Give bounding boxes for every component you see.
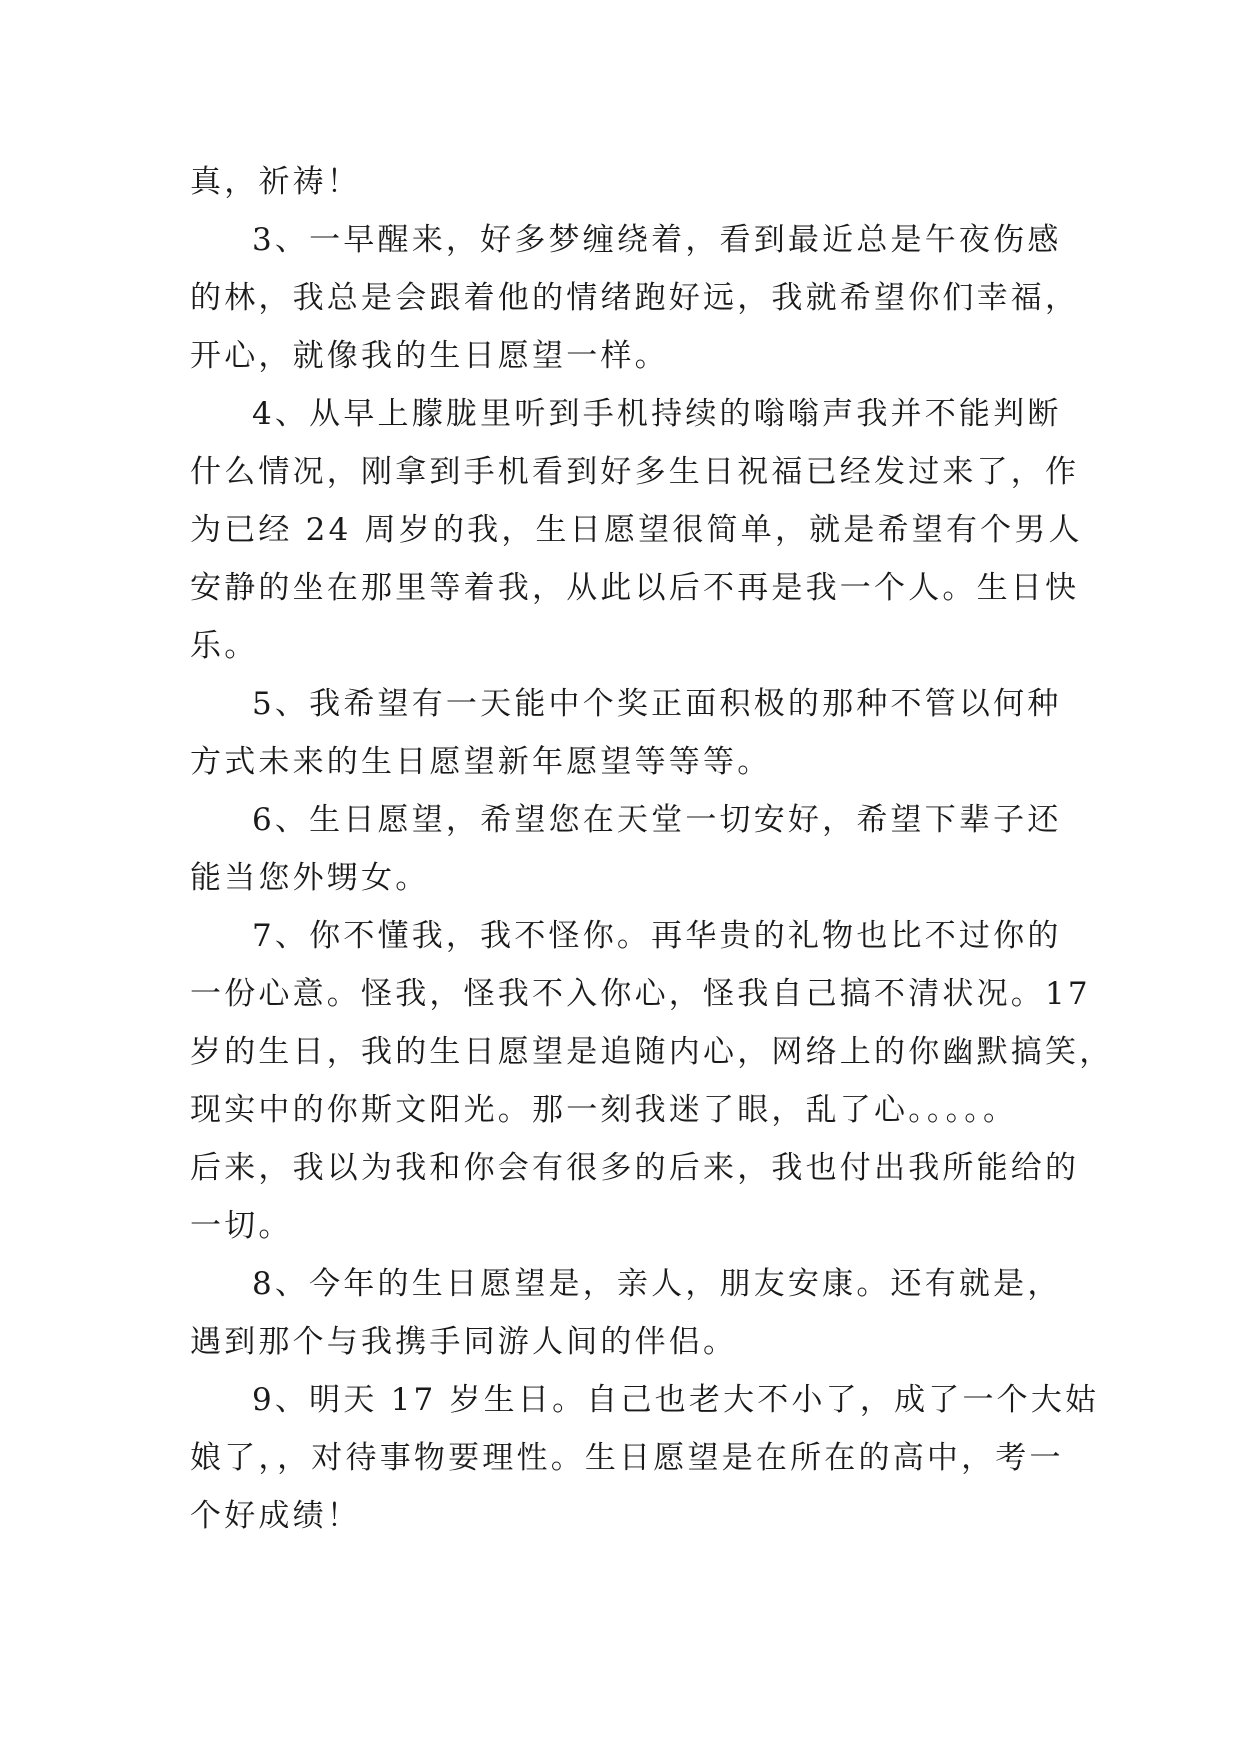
- text-line: 乐。: [190, 628, 259, 664]
- text-line: 开心，就像我的生日愿望一样。: [190, 338, 669, 374]
- paragraph-5-line-1: 5、我希望有一天能中个奖正面积极的那种不管以何种: [252, 686, 1062, 722]
- paragraph-8-line-1: 8、今年的生日愿望是，亲人，朋友安康。还有就是，: [252, 1266, 1062, 1302]
- text-line: 现实中的你斯文阳光。那一刻我迷了眼，乱了心。。。。。: [190, 1092, 1018, 1128]
- text-line: 为已经 24 周岁的我，生日愿望很简单，就是希望有个男人: [190, 512, 1083, 548]
- text-line: 个好成绩！: [190, 1498, 361, 1534]
- paragraph-4-line-1: 4、从早上朦胧里听到手机持续的嗡嗡声我并不能判断: [252, 396, 1062, 432]
- paragraph-7-line-1: 7、你不懂我，我不怪你。再华贵的礼物也比不过你的: [252, 918, 1062, 954]
- text-line: 岁的生日，我的生日愿望是追随内心，网络上的你幽默搞笑，: [190, 1034, 1114, 1070]
- text-line: 能当您外甥女。: [190, 860, 430, 896]
- text-line: 什么情况，刚拿到手机看到好多生日祝福已经发过来了，作: [190, 454, 1080, 490]
- paragraph-3-line-1: 3、一早醒来，好多梦缠绕着，看到最近总是午夜伤感: [252, 222, 1062, 258]
- text-line: 一切。: [190, 1208, 293, 1244]
- text-line: 真，祈祷！: [190, 164, 361, 200]
- text-line: 一份心意。怪我，怪我不入你心，怪我自己搞不清状况。17: [190, 976, 1091, 1012]
- text-line: 安静的坐在那里等着我，从此以后不再是我一个人。生日快: [190, 570, 1080, 606]
- paragraph-6-line-1: 6、生日愿望，希望您在天堂一切安好，希望下辈子还: [252, 802, 1062, 838]
- text-line: 的林，我总是会跟着他的情绪跑好远，我就希望你们幸福，: [190, 280, 1080, 316]
- text-line: 遇到那个与我携手同游人间的伴侣。: [190, 1324, 738, 1360]
- paragraph-9-line-1: 9、明天 17 岁生日。自己也老大不小了，成了一个大姑: [252, 1382, 1100, 1418]
- text-line: 后来，我以为我和你会有很多的后来，我也付出我所能给的: [190, 1150, 1080, 1186]
- text-line: 娘了，，对待事物要理性。生日愿望是在所在的高中，考一: [190, 1440, 1064, 1476]
- text-line: 方式未来的生日愿望新年愿望等等等。: [190, 744, 772, 780]
